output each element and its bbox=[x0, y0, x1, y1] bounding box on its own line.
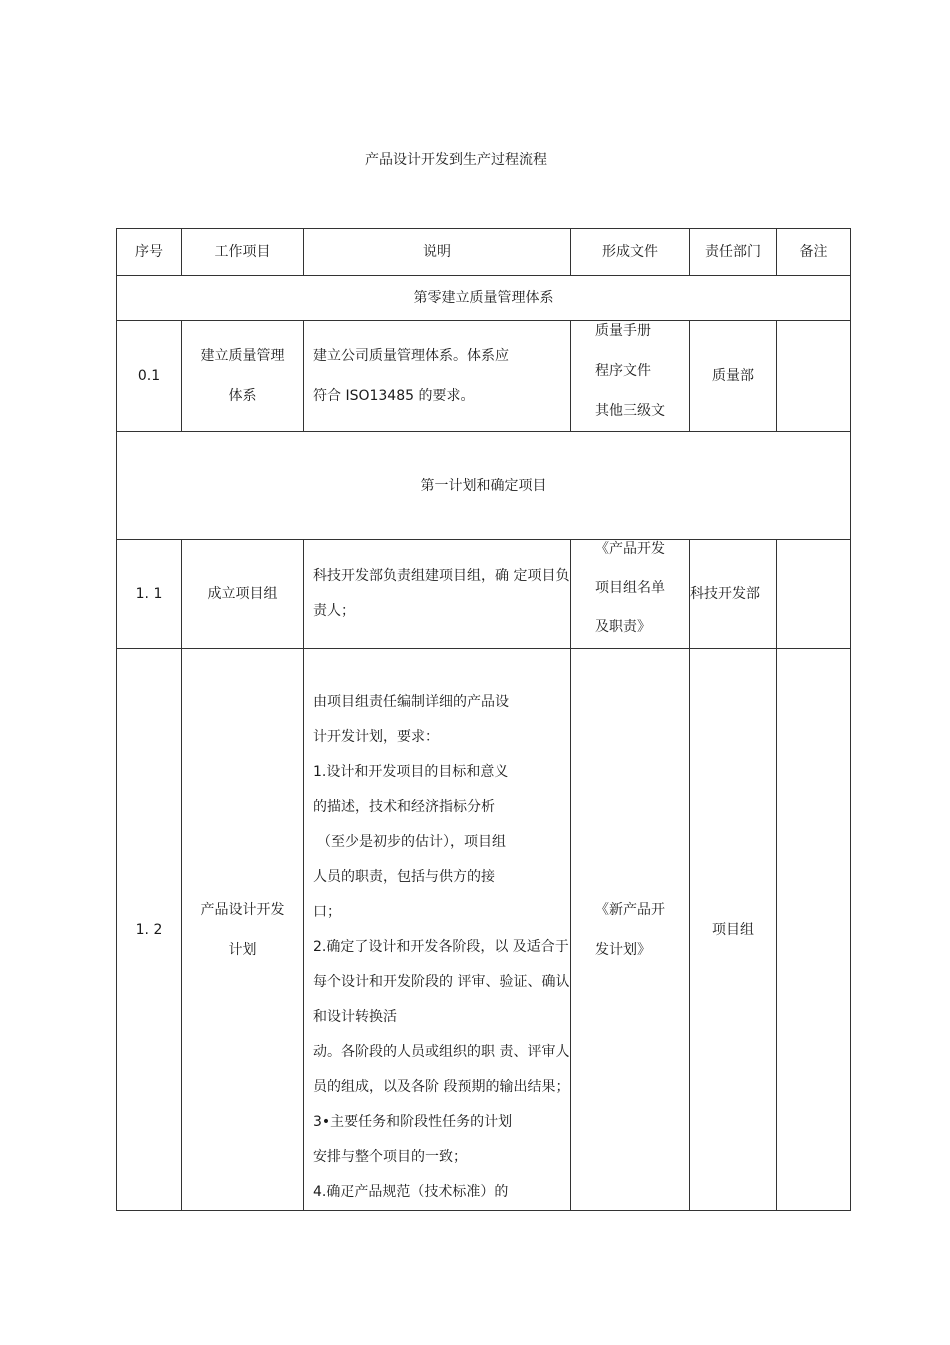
row-docs-line: 及职责》 bbox=[595, 619, 651, 635]
row-desc bbox=[304, 649, 571, 1211]
row-note bbox=[777, 321, 851, 432]
row-desc bbox=[304, 321, 571, 432]
row-desc-line: 4.确疋产品规范（技术标准）的 bbox=[313, 1184, 509, 1200]
row-note bbox=[777, 540, 851, 649]
row-desc-line: 和设计转换活 bbox=[313, 1009, 397, 1025]
header-item: 工作项目 bbox=[182, 229, 304, 276]
row-dept: 科技开发部 bbox=[690, 540, 777, 649]
section-row bbox=[117, 432, 851, 540]
process-table bbox=[116, 228, 851, 1211]
row-docs-line: 《新产品开 bbox=[595, 901, 665, 918]
row-desc-line: 由项目组责任编制详细的产品设 bbox=[313, 694, 509, 710]
row-desc-line: 3•主要任务和阶段性任务的计划 bbox=[313, 1114, 513, 1130]
row-seq: 0.1 bbox=[117, 321, 182, 432]
row-docs-line: 其他三级文 bbox=[595, 403, 665, 419]
header-dept: 责任部门 bbox=[690, 229, 777, 276]
row-desc-line: （至少是初步的估计），项目组 bbox=[317, 834, 506, 850]
row-dept: 项目组 bbox=[690, 649, 777, 1211]
table-row bbox=[117, 540, 851, 649]
row-dept: 质量部 bbox=[690, 321, 777, 432]
row-docs-line: 《产品开发 bbox=[595, 541, 665, 557]
section-row bbox=[117, 276, 851, 321]
row-docs-line: 项目组名单 bbox=[595, 580, 665, 596]
row-docs-line: 质量手册 bbox=[595, 323, 651, 339]
row-desc-line: 每个设计和开发阶段的 评审、验证、确认 bbox=[313, 974, 570, 990]
header-seq: 序号 bbox=[117, 229, 182, 276]
row-desc-line: 1.设计和开发项目的目标和意义 bbox=[313, 764, 509, 780]
row-note bbox=[777, 649, 851, 1211]
row-desc bbox=[304, 540, 571, 649]
row-docs-line: 程序文件 bbox=[595, 363, 651, 379]
row-docs bbox=[571, 649, 690, 1211]
row-desc-line: 计开发计划，要求： bbox=[313, 729, 439, 745]
header-desc: 说明 bbox=[304, 229, 571, 276]
row-desc-line: 2.确定了设计和开发各阶段，以 及适合于 bbox=[313, 939, 569, 955]
row-seq: 1. 1 bbox=[117, 540, 182, 649]
section-title-0: 第零建立质量管理体系 bbox=[117, 276, 851, 321]
row-item bbox=[182, 321, 304, 432]
header-note: 备注 bbox=[777, 229, 851, 276]
row-item-line: 计划 bbox=[228, 941, 257, 958]
section-title-1: 第一计划和确定项目 bbox=[117, 432, 851, 540]
table-row bbox=[117, 321, 851, 432]
document-title: 产品设计开发到生产过程流程 bbox=[365, 152, 547, 168]
row-item bbox=[182, 649, 304, 1211]
row-desc-line: 员的组成，以及各阶 段预期的输出结果； bbox=[313, 1079, 570, 1095]
row-desc-line: 人员的职责，包括与供方的接 bbox=[313, 869, 495, 885]
row-item-line: 体系 bbox=[228, 388, 257, 404]
header-row bbox=[117, 229, 851, 276]
row-seq: 1. 2 bbox=[117, 649, 182, 1211]
row-docs bbox=[571, 540, 690, 649]
header-docs: 形成文件 bbox=[571, 229, 690, 276]
row-desc-line: 安排与整个项目的一致； bbox=[313, 1149, 467, 1165]
row-desc-line: 科技开发部负责组建项目组，确 定项目负 bbox=[313, 568, 570, 584]
row-item-line: 产品设计开发 bbox=[200, 901, 285, 918]
row-desc-line: 口； bbox=[313, 904, 341, 920]
row-desc-line: 建立公司质量管理体系。体系应 bbox=[313, 348, 509, 364]
row-item: 成立项目组 bbox=[182, 540, 304, 649]
row-desc-line: 符合 ISO13485 的要求。 bbox=[313, 388, 475, 404]
row-docs bbox=[571, 321, 690, 432]
table-row bbox=[117, 649, 851, 1211]
row-desc-line: 责人； bbox=[313, 603, 355, 619]
row-docs-line: 发计划》 bbox=[595, 941, 651, 958]
row-item-line: 建立质量管理 bbox=[200, 348, 285, 364]
row-desc-line: 动。各阶段的人员或组织的职 责、评审人 bbox=[313, 1044, 570, 1060]
row-desc-line: 的描述，技术和经济指标分析 bbox=[313, 799, 495, 815]
